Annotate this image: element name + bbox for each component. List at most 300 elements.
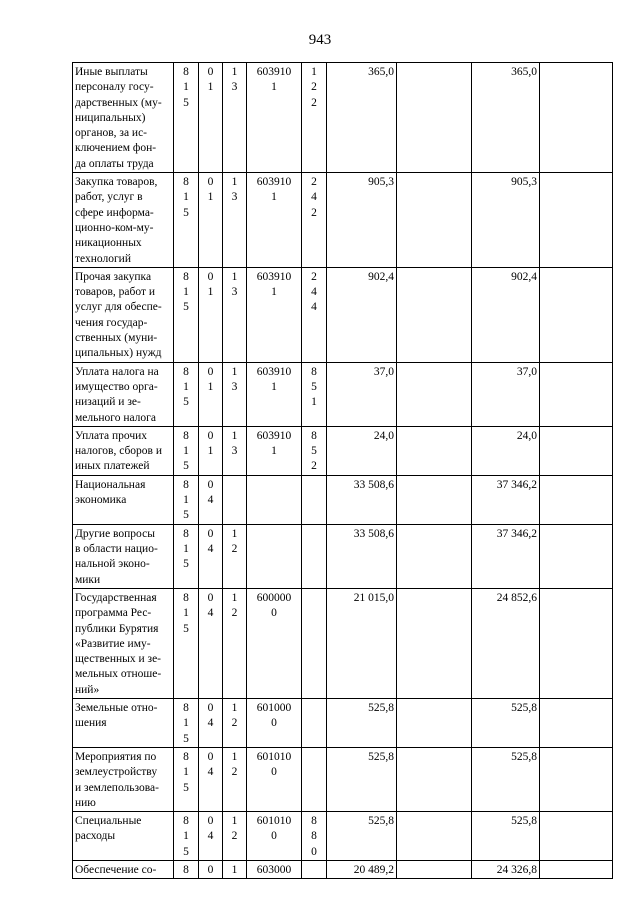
expense-type-code-stack bbox=[304, 175, 324, 221]
subsection-code-stack bbox=[225, 270, 244, 301]
subsection-code-char: 1 bbox=[231, 750, 238, 763]
row-name bbox=[73, 362, 174, 426]
table-row bbox=[73, 588, 613, 698]
ved-code bbox=[174, 524, 199, 588]
subsection-code-stack bbox=[225, 750, 244, 781]
expense-type-code bbox=[302, 475, 327, 524]
table-row bbox=[73, 747, 613, 811]
ved-code-char: 1 bbox=[183, 830, 189, 843]
ved-code-stack bbox=[176, 750, 196, 796]
section-code-char: 4 bbox=[207, 543, 214, 556]
row-amount4 bbox=[540, 747, 613, 811]
row-amount1: 33 508,6 bbox=[327, 524, 397, 588]
expense-type-code bbox=[302, 63, 327, 173]
subsection-code-char: 1 bbox=[231, 176, 238, 189]
row-name-line: Специальные bbox=[75, 815, 142, 828]
target-article-code bbox=[247, 362, 302, 426]
ved-code-char: 1 bbox=[183, 380, 189, 393]
row-amount2 bbox=[397, 173, 472, 268]
target-article-code bbox=[247, 173, 302, 268]
expense-type-code bbox=[302, 173, 327, 268]
subsection-code-char: 3 bbox=[231, 380, 238, 393]
ved-code bbox=[174, 812, 199, 861]
row-name bbox=[73, 588, 174, 698]
section-code-char: 0 bbox=[207, 701, 214, 714]
expense-type-code-char: 0 bbox=[311, 845, 317, 858]
target-article-code-char: 1 bbox=[271, 191, 277, 204]
row-name-line: органов, за ис- bbox=[75, 127, 148, 140]
section-code bbox=[199, 173, 223, 268]
section-code-char: 1 bbox=[207, 286, 214, 299]
row-name bbox=[73, 812, 174, 861]
row-name-line: мельного налога bbox=[75, 411, 156, 424]
row-amount2 bbox=[397, 812, 472, 861]
expense-type-code bbox=[302, 362, 327, 426]
ved-code-char: 5 bbox=[183, 781, 189, 794]
section-code-char: 0 bbox=[207, 365, 214, 378]
table-row bbox=[73, 173, 613, 268]
section-code-char: 4 bbox=[207, 830, 214, 843]
target-article-code-char: 0 bbox=[271, 830, 277, 843]
row-name bbox=[73, 698, 174, 747]
row-amount4 bbox=[540, 63, 613, 173]
ved-code-char: 1 bbox=[183, 543, 189, 556]
target-article-code-char: 0 bbox=[271, 766, 277, 779]
table-row bbox=[73, 812, 613, 861]
row-name-line: персоналу госу- bbox=[75, 81, 154, 94]
section-code-stack bbox=[201, 750, 220, 781]
ved-code bbox=[174, 267, 199, 362]
row-amount1: 525,8 bbox=[327, 698, 397, 747]
row-name-line: нальной эконо- bbox=[75, 558, 150, 571]
row-amount4 bbox=[540, 861, 613, 879]
subsection-code bbox=[223, 362, 247, 426]
row-amount1: 365,0 bbox=[327, 63, 397, 173]
row-amount3: 37 346,2 bbox=[472, 475, 540, 524]
row-name-line: иных платежей bbox=[75, 460, 150, 473]
row-amount1: 37,0 bbox=[327, 362, 397, 426]
section-code-stack bbox=[201, 814, 220, 845]
target-article-code-stack bbox=[249, 863, 299, 878]
row-amount3: 525,8 bbox=[472, 698, 540, 747]
section-code-stack bbox=[201, 429, 220, 460]
row-name-line: сфере информа- bbox=[75, 206, 154, 219]
ved-code-char: 5 bbox=[183, 622, 189, 635]
ved-code bbox=[174, 362, 199, 426]
expense-type-code bbox=[302, 812, 327, 861]
target-article-code-char: 603000 bbox=[256, 864, 292, 877]
ved-code-stack bbox=[176, 175, 196, 221]
target-article-code bbox=[247, 63, 302, 173]
row-name-line: Национальная bbox=[75, 478, 146, 491]
row-name-line: Земельные отно- bbox=[75, 701, 158, 714]
subsection-code bbox=[223, 747, 247, 811]
section-code-stack bbox=[201, 527, 220, 558]
subsection-code-stack bbox=[225, 591, 244, 622]
target-article-code-stack bbox=[249, 429, 299, 460]
ved-code-char: 8 bbox=[183, 527, 189, 540]
section-code-stack bbox=[201, 365, 220, 396]
row-amount2 bbox=[397, 861, 472, 879]
target-article-code bbox=[247, 524, 302, 588]
row-name-line: чения государ- bbox=[75, 316, 148, 329]
row-amount1: 24,0 bbox=[327, 426, 397, 475]
section-code-stack bbox=[201, 65, 220, 96]
row-name-line: шения bbox=[75, 717, 107, 730]
subsection-code-char: 1 bbox=[231, 66, 238, 78]
row-name-line: «Развитие иму- bbox=[75, 637, 151, 650]
row-name-line: расходы bbox=[75, 830, 116, 843]
subsection-code-char: 1 bbox=[231, 591, 238, 604]
expense-type-code-stack bbox=[304, 65, 324, 111]
target-article-code-stack bbox=[249, 701, 299, 732]
expense-type-code-char: 1 bbox=[311, 66, 317, 78]
target-article-code-char: 1 bbox=[271, 380, 277, 393]
expense-type-code bbox=[302, 747, 327, 811]
target-article-code-char: 603910 bbox=[256, 429, 292, 442]
row-amount1: 525,8 bbox=[327, 747, 397, 811]
row-amount3: 902,4 bbox=[472, 267, 540, 362]
ved-code-char: 5 bbox=[183, 509, 189, 522]
expense-type-code-char: 5 bbox=[311, 445, 317, 458]
subsection-code-char: 1 bbox=[231, 429, 238, 442]
ved-code-char: 8 bbox=[183, 270, 189, 283]
ved-code-char: 5 bbox=[183, 206, 189, 219]
ved-code-stack bbox=[176, 270, 196, 316]
target-article-code-char: 1 bbox=[271, 445, 277, 458]
subsection-code bbox=[223, 588, 247, 698]
target-article-code-stack bbox=[249, 750, 299, 781]
expense-type-code-char: 8 bbox=[311, 365, 317, 378]
subsection-code-char: 3 bbox=[231, 81, 238, 94]
target-article-code-char: 601010 bbox=[256, 815, 292, 828]
section-code-char: 4 bbox=[207, 766, 214, 779]
section-code bbox=[199, 698, 223, 747]
subsection-code-stack bbox=[225, 863, 244, 878]
target-article-code bbox=[247, 698, 302, 747]
ved-code-char: 8 bbox=[183, 750, 189, 763]
row-amount2 bbox=[397, 63, 472, 173]
ved-code-char: 8 bbox=[183, 176, 189, 189]
row-name-line: нию bbox=[75, 796, 96, 809]
section-code-char: 1 bbox=[207, 191, 214, 204]
expense-type-code-char: 5 bbox=[311, 380, 317, 393]
table-row bbox=[73, 63, 613, 173]
ved-code-char: 5 bbox=[183, 845, 189, 858]
subsection-code-char: 3 bbox=[231, 191, 238, 204]
row-name-line: мики bbox=[75, 573, 101, 586]
ved-code-stack bbox=[176, 365, 196, 411]
expense-type-code-char: 2 bbox=[311, 460, 317, 473]
subsection-code bbox=[223, 475, 247, 524]
ved-code-char: 5 bbox=[183, 301, 189, 314]
target-article-code-stack bbox=[249, 365, 299, 396]
section-code-char: 0 bbox=[207, 591, 214, 604]
ved-code-char: 5 bbox=[183, 558, 189, 571]
subsection-code-stack bbox=[225, 701, 244, 732]
row-amount3: 24 326,8 bbox=[472, 861, 540, 879]
subsection-code-char: 2 bbox=[231, 717, 238, 730]
target-article-code-char: 603910 bbox=[256, 176, 292, 189]
ved-code-char: 8 bbox=[183, 701, 189, 714]
section-code bbox=[199, 63, 223, 173]
row-name-line: ципальных) нужд bbox=[75, 347, 162, 360]
target-article-code-char: 600000 bbox=[256, 591, 292, 604]
ved-code-stack bbox=[176, 863, 196, 878]
row-name-line: щественных и зе- bbox=[75, 653, 162, 666]
expense-type-code-char: 4 bbox=[311, 286, 317, 299]
row-amount4 bbox=[540, 426, 613, 475]
ved-code-char: 1 bbox=[183, 766, 189, 779]
expense-type-code-char: 8 bbox=[311, 429, 317, 442]
expense-type-code-char: 8 bbox=[311, 830, 317, 843]
section-code-char: 0 bbox=[207, 478, 214, 491]
expense-type-code bbox=[302, 426, 327, 475]
target-article-code-char: 0 bbox=[271, 607, 277, 620]
ved-code-char: 8 bbox=[183, 66, 189, 78]
row-name-line: ключением фон- bbox=[75, 142, 157, 155]
subsection-code-char: 1 bbox=[231, 864, 238, 877]
ved-code-char: 5 bbox=[183, 460, 189, 473]
row-amount2 bbox=[397, 698, 472, 747]
table-row bbox=[73, 524, 613, 588]
target-article-code-char: 1 bbox=[271, 81, 277, 94]
subsection-code-char: 2 bbox=[231, 830, 238, 843]
subsection-code bbox=[223, 524, 247, 588]
row-amount3: 365,0 bbox=[472, 63, 540, 173]
ved-code-char: 8 bbox=[183, 591, 189, 604]
section-code bbox=[199, 362, 223, 426]
row-name-line: ственных (муни- bbox=[75, 332, 158, 345]
row-name-line: ниципальных) bbox=[75, 111, 146, 124]
subsection-code bbox=[223, 861, 247, 879]
row-name-line: мельных отноше- bbox=[75, 668, 162, 681]
expense-type-code-stack bbox=[304, 365, 324, 411]
expense-type-code-char: 2 bbox=[311, 270, 317, 283]
section-code-stack bbox=[201, 701, 220, 732]
ved-code-char: 8 bbox=[183, 365, 189, 378]
ved-code-char: 1 bbox=[183, 717, 189, 730]
row-amount4 bbox=[540, 475, 613, 524]
ved-code-char: 8 bbox=[183, 815, 189, 828]
row-name-line: и землепользова- bbox=[75, 781, 159, 794]
section-code-char: 0 bbox=[207, 527, 214, 540]
table-row bbox=[73, 362, 613, 426]
section-code-char: 0 bbox=[207, 429, 214, 442]
ved-code-char: 8 bbox=[183, 429, 189, 442]
subsection-code bbox=[223, 267, 247, 362]
section-code-char: 0 bbox=[207, 815, 214, 828]
row-name bbox=[73, 267, 174, 362]
section-code-char: 1 bbox=[207, 445, 214, 458]
section-code bbox=[199, 524, 223, 588]
ved-code bbox=[174, 63, 199, 173]
ved-code-stack bbox=[176, 429, 196, 475]
ved-code bbox=[174, 173, 199, 268]
section-code bbox=[199, 861, 223, 879]
row-name bbox=[73, 524, 174, 588]
row-amount4 bbox=[540, 588, 613, 698]
row-name-line: никационных bbox=[75, 237, 142, 250]
target-article-code bbox=[247, 747, 302, 811]
row-amount2 bbox=[397, 588, 472, 698]
target-article-code-char: 601000 bbox=[256, 701, 292, 714]
section-code-char: 4 bbox=[207, 717, 214, 730]
row-name-line: Закупка товаров, bbox=[75, 176, 158, 189]
subsection-code bbox=[223, 812, 247, 861]
row-amount3: 525,8 bbox=[472, 747, 540, 811]
section-code-stack bbox=[201, 591, 220, 622]
ved-code-char: 5 bbox=[183, 396, 189, 409]
expense-type-code bbox=[302, 524, 327, 588]
subsection-code-stack bbox=[225, 814, 244, 845]
section-code-char: 0 bbox=[207, 66, 214, 78]
row-amount1: 21 015,0 bbox=[327, 588, 397, 698]
section-code-char: 1 bbox=[207, 81, 214, 94]
subsection-code bbox=[223, 63, 247, 173]
row-amount1: 525,8 bbox=[327, 812, 397, 861]
row-amount3: 37,0 bbox=[472, 362, 540, 426]
row-name-line: низаций и зе- bbox=[75, 396, 141, 409]
subsection-code-char: 1 bbox=[231, 270, 238, 283]
ved-code-stack bbox=[176, 701, 196, 747]
expense-type-code-char: 2 bbox=[311, 206, 317, 219]
target-article-code-char: 603910 bbox=[256, 270, 292, 283]
row-name-line: экономика bbox=[75, 494, 127, 507]
row-name-line: в области нацио- bbox=[75, 543, 158, 556]
subsection-code bbox=[223, 426, 247, 475]
row-amount3: 24,0 bbox=[472, 426, 540, 475]
expense-type-code-char: 8 bbox=[311, 815, 317, 828]
section-code-stack bbox=[201, 270, 220, 301]
row-amount3: 905,3 bbox=[472, 173, 540, 268]
expense-type-code-stack bbox=[304, 429, 324, 475]
row-amount1: 902,4 bbox=[327, 267, 397, 362]
section-code-stack bbox=[201, 175, 220, 206]
row-amount4 bbox=[540, 173, 613, 268]
ved-code-char: 5 bbox=[183, 732, 189, 745]
row-amount4 bbox=[540, 362, 613, 426]
row-name-line: ционно-ком-му- bbox=[75, 221, 154, 234]
section-code-char: 0 bbox=[207, 750, 214, 763]
target-article-code-stack bbox=[249, 270, 299, 301]
table-row bbox=[73, 475, 613, 524]
section-code bbox=[199, 426, 223, 475]
row-name-line: да оплаты труда bbox=[75, 157, 154, 170]
subsection-code bbox=[223, 173, 247, 268]
expense-type-code bbox=[302, 588, 327, 698]
subsection-code-char: 2 bbox=[231, 607, 238, 620]
subsection-code-char: 2 bbox=[231, 543, 238, 556]
table-row bbox=[73, 698, 613, 747]
expense-type-code bbox=[302, 861, 327, 879]
ved-code-char: 5 bbox=[183, 96, 189, 109]
subsection-code-char: 1 bbox=[231, 701, 238, 714]
row-amount1: 905,3 bbox=[327, 173, 397, 268]
subsection-code bbox=[223, 698, 247, 747]
subsection-code-char: 1 bbox=[231, 365, 238, 378]
expense-type-code-char: 4 bbox=[311, 191, 317, 204]
ved-code bbox=[174, 698, 199, 747]
row-amount2 bbox=[397, 267, 472, 362]
expense-type-code-char: 2 bbox=[311, 81, 317, 94]
row-name bbox=[73, 861, 174, 879]
expense-type-code-char: 1 bbox=[311, 396, 317, 409]
row-name-line: землеустройству bbox=[75, 766, 158, 779]
ved-code bbox=[174, 747, 199, 811]
ved-code-stack bbox=[176, 478, 196, 524]
row-name bbox=[73, 426, 174, 475]
row-name-line: работ, услуг в bbox=[75, 191, 143, 204]
expense-type-code bbox=[302, 267, 327, 362]
row-amount3: 24 852,6 bbox=[472, 588, 540, 698]
expense-type-code-stack bbox=[304, 270, 324, 316]
section-code bbox=[199, 267, 223, 362]
target-article-code bbox=[247, 267, 302, 362]
row-name-line: товаров, работ и bbox=[75, 286, 156, 299]
row-name-line: дарственных (му- bbox=[75, 96, 162, 109]
row-amount4 bbox=[540, 267, 613, 362]
subsection-code-stack bbox=[225, 65, 244, 96]
ved-code bbox=[174, 426, 199, 475]
table-row bbox=[73, 426, 613, 475]
subsection-code-char: 1 bbox=[231, 815, 238, 828]
row-name-line: Уплата налога на bbox=[75, 365, 159, 378]
target-article-code-stack bbox=[249, 591, 299, 622]
target-article-code-char: 603910 bbox=[256, 365, 292, 378]
row-name-line: Другие вопросы bbox=[75, 527, 155, 540]
section-code bbox=[199, 812, 223, 861]
target-article-code-char: 603910 bbox=[256, 66, 292, 78]
section-code-char: 1 bbox=[207, 380, 214, 393]
ved-code-char: 1 bbox=[183, 81, 189, 94]
row-name-line: программа Рес- bbox=[75, 607, 152, 620]
row-amount2 bbox=[397, 362, 472, 426]
row-name-line: технологий bbox=[75, 252, 131, 265]
subsection-code-stack bbox=[225, 429, 244, 460]
row-name-line: Прочая закупка bbox=[75, 270, 152, 283]
row-amount2 bbox=[397, 524, 472, 588]
target-article-code-char: 601010 bbox=[256, 750, 292, 763]
row-amount1: 20 489,2 bbox=[327, 861, 397, 879]
row-name bbox=[73, 475, 174, 524]
section-code-char: 0 bbox=[207, 176, 214, 189]
row-amount2 bbox=[397, 426, 472, 475]
subsection-code-char: 1 bbox=[231, 527, 238, 540]
ved-code-char: 8 bbox=[183, 478, 189, 491]
section-code-char: 0 bbox=[207, 270, 214, 283]
target-article-code-char: 0 bbox=[271, 717, 277, 730]
row-amount3: 37 346,2 bbox=[472, 524, 540, 588]
subsection-code-stack bbox=[225, 527, 244, 558]
subsection-code-stack bbox=[225, 175, 244, 206]
section-code-stack bbox=[201, 863, 220, 878]
section-code bbox=[199, 588, 223, 698]
row-amount3: 525,8 bbox=[472, 812, 540, 861]
row-amount2 bbox=[397, 475, 472, 524]
section-code bbox=[199, 475, 223, 524]
expense-type-code-char: 2 bbox=[311, 96, 317, 109]
target-article-code bbox=[247, 426, 302, 475]
row-name-line: налогов, сборов и bbox=[75, 445, 163, 458]
row-name-line: ний» bbox=[75, 683, 100, 696]
row-name bbox=[73, 63, 174, 173]
section-code bbox=[199, 747, 223, 811]
row-name bbox=[73, 173, 174, 268]
row-name-line: имущество орга- bbox=[75, 380, 158, 393]
row-amount4 bbox=[540, 698, 613, 747]
row-name-line: Государственная bbox=[75, 591, 157, 604]
